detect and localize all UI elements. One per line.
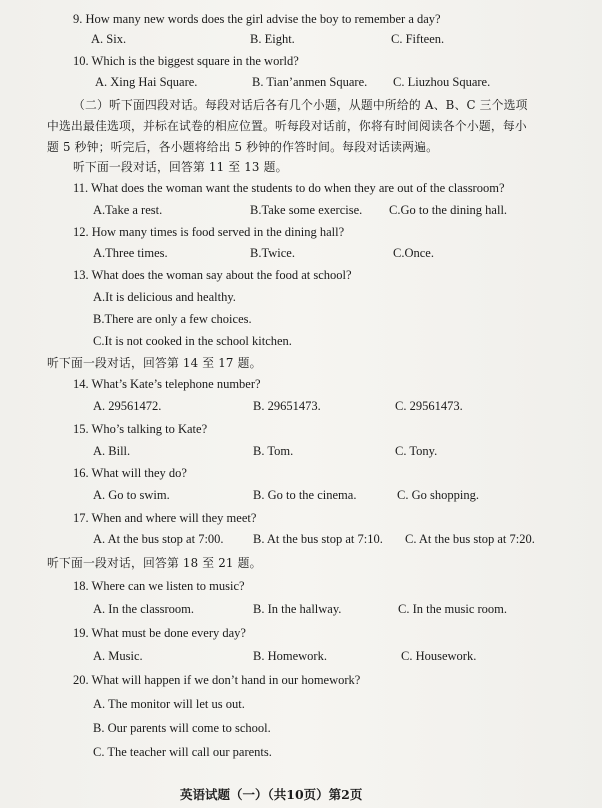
- q11-option-b: B.Take some exercise.: [250, 203, 363, 217]
- question-17: 17. When and where will they meet?: [73, 511, 257, 525]
- q16-option-a: A. Go to swim.: [93, 488, 170, 502]
- section2-line3: 题 5 秒钟；听完后，各小题将给出 5 秒钟的作答时间。每段对话读两遍。: [47, 140, 439, 154]
- q20-option-b: B. Our parents will come to school.: [93, 721, 271, 735]
- q15-option-c: C. Tony.: [395, 444, 438, 458]
- question-10: 10. Which is the biggest square in the world?: [73, 54, 299, 68]
- q17-option-b: B. At the bus stop at 7:10.: [253, 532, 383, 546]
- question-14: 14. What’s Kate’s telephone number?: [73, 377, 261, 391]
- q19-option-c: C. Housework.: [401, 649, 477, 663]
- question-12: 12. How many times is food served in the dining hall?: [73, 225, 345, 239]
- q12-option-c: C.Once.: [393, 246, 434, 260]
- q17-option-c: C. At the bus stop at 7:20.: [405, 532, 535, 546]
- q10-option-b: B. Tian’anmen Square.: [252, 75, 368, 89]
- q11-option-a: A.Take a rest.: [93, 203, 163, 217]
- q18-option-a: A. In the classroom.: [93, 602, 195, 616]
- question-9: 9. How many new words does the girl advise the boy to remember a day?: [73, 12, 441, 26]
- q15-option-b: B. Tom.: [253, 444, 294, 458]
- q19-option-a: A. Music.: [93, 649, 143, 663]
- dialogue-instruction-11-13: 听下面一段对话，回答第 11 至 13 题。: [73, 160, 288, 174]
- q12-option-b: B.Twice.: [250, 246, 295, 260]
- q14-option-a: A. 29561472.: [93, 399, 162, 413]
- q18-option-b: B. In the hallway.: [253, 602, 342, 616]
- section2-line1: （二）听下面四段对话。每段对话后各有几个小题，从题中所给的 A、B、C 三个选项: [73, 98, 528, 112]
- q9-option-c: C. Fifteen.: [391, 32, 445, 46]
- q10-option-c: C. Liuzhou Square.: [393, 75, 491, 89]
- q13-option-b: B.There are only a few choices.: [93, 312, 252, 326]
- q15-option-a: A. Bill.: [93, 444, 131, 458]
- q9-option-b: B. Eight.: [250, 32, 295, 46]
- section2-line2: 中选出最佳选项，并标在试卷的相应位置。听每段对话前，你将有时间阅读各个小题，每小: [47, 119, 527, 133]
- question-20: 20. What will happen if we don’t hand in our homework?: [73, 673, 361, 687]
- q14-option-c: C. 29561473.: [395, 399, 463, 413]
- q14-option-b: B. 29651473.: [253, 399, 321, 413]
- q16-option-b: B. Go to the cinema.: [253, 488, 357, 502]
- q13-option-c: C.It is not cooked in the school kitchen.: [93, 334, 292, 348]
- q9-option-a: A. Six.: [91, 32, 127, 46]
- q17-option-a: A. At the bus stop at 7:00.: [93, 532, 224, 546]
- q13-option-a: A.It is delicious and healthy.: [93, 290, 236, 304]
- question-16: 16. What will they do?: [73, 466, 187, 480]
- q20-option-a: A. The monitor will let us out.: [93, 697, 245, 711]
- question-18: 18. Where can we listen to music?: [73, 579, 245, 593]
- q16-option-c: C. Go shopping.: [397, 488, 479, 502]
- question-19: 19. What must be done every day?: [73, 626, 246, 640]
- q20-option-c: C. The teacher will call our parents.: [93, 745, 272, 759]
- q18-option-c: C. In the music room.: [398, 602, 508, 616]
- dialogue-instruction-14-17: 听下面一段对话，回答第 14 至 17 题。: [47, 356, 262, 370]
- q11-option-c: C.Go to the dining hall.: [389, 203, 508, 217]
- question-15: 15. Who’s talking to Kate?: [73, 422, 208, 436]
- question-11: 11. What does the woman want the students to do when they are out of the classroom?: [73, 181, 505, 195]
- dialogue-instruction-18-21: 听下面一段对话，回答第 18 至 21 题。: [47, 556, 262, 570]
- page-footer: 英语试题（一）（共10页）第2页: [180, 787, 363, 802]
- q19-option-b: B. Homework.: [253, 649, 327, 663]
- question-13: 13. What does the woman say about the food at school?: [73, 268, 352, 282]
- q10-option-a: A. Xing Hai Square.: [95, 75, 198, 89]
- q12-option-a: A.Three times.: [93, 246, 168, 260]
